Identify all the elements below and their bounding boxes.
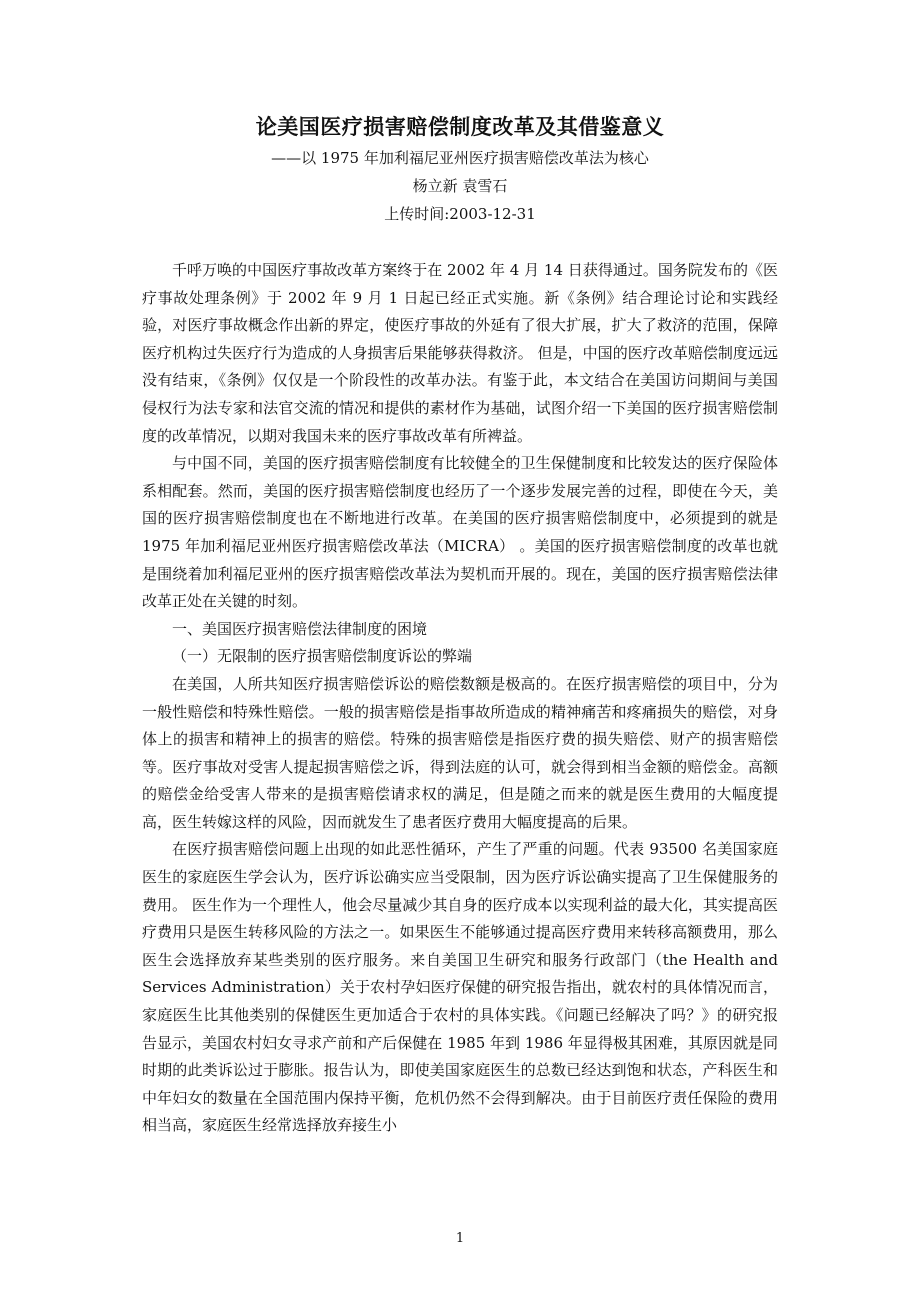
document-authors: 杨立新 袁雪石 [412,177,508,195]
subsection-heading-1: （一）无限制的医疗损害赔偿制度诉讼的弊端 [172,647,473,666]
paragraph-4: 在医疗损害赔偿问题上出现的如此恶性循环，产生了严重的问题。代表 93500 名美国家庭医生的家庭医生学会认为，医疗诉讼确实应当受限制，因为医疗诉讼确实提高了卫生保健服务的费用。 医生作为一个理性人，他会尽量减少其自身的医疗成本以实现利益的最大化，其实提高医疗费用只是医生转移风险的方法之一。如果医生不能够通过提高医疗费用来转移高额费用，那么医生会选择放弃某些类别的医疗服务。来自美国卫生研究和服务行政部门（the Health and Services Administration）关于农村孕妇医疗保健的研究报告指出，就农村的具体情况而言，家庭医生比其他类别的保健医生更加适合于农村的具体实践。《问题已经解决了吗？》的研究报告显示，美国农村妇女寻求产前和产后保健在 1985 年到 1986 年显得极其困难，其原因就是同时期的此类诉讼过于膨胀。报告认为，即使美国家庭医生的总数已经达到饱和状态，产科医生和中年妇女的数量在全国范围内保持平衡，危机仍然不会得到解决。由于目前医疗责任保险的费用相当高，家庭医生经常选择放弃接生小 [142,840,778,1135]
document-subtitle: ——以 1975 年加利福尼亚州医疗损害赔偿改革法为核心 [271,149,649,167]
document-body [142,257,778,1140]
paragraph-3: 在美国，人所共知医疗损害赔偿诉讼的赔偿数额是极高的。在医疗损害赔偿的项目中，分为一般性赔偿和特殊性赔偿。一般的损害赔偿是指事故所造成的精神痛苦和疼痛损失的赔偿，对身体上的损害和精神上的损害的赔偿。特殊的损害赔偿是指医疗费的损失赔偿、财产的损害赔偿等。医疗事故对受害人提起损害赔偿之诉，得到法庭的认可，就会得到相当金额的赔偿金。高额的赔偿金给受害人带来的是损害赔偿请求权的满足，但是随之而来的就是医生费用的大幅度提高，医生转嫁这样的风险，因而就发生了患者医疗费用大幅度提高的后果。 [142,674,778,831]
paragraph-1: 千呼万唤的中国医疗事故改革方案终于在 2002 年 4 月 14 日获得通过。国务院发布的《医疗事故处理条例》于 2002 年 9 月 1 日起已经正式实施。新《条例》结合理论讨论和实践经验，对医疗事故概念作出新的界定，使医疗事故的外延有了很大扩展，扩大了救济的范围，保障医疗机构过失医疗行为造成的人身损害后果能够获得救济。 但是，中国的医疗改革赔偿制度远远没有结束，《条例》仅仅是一个阶段性的改革办法。有鉴于此，本文结合在美国访问期间与美国侵权行为法专家和法官交流的情况和提供的素材作为基础，试图介绍一下美国的医疗损害赔偿制度的改革情况，以期对我国未来的医疗事故改革有所裨益。 [142,261,778,445]
document-title: 论美国医疗损害赔偿制度改革及其借鉴意义 [255,115,665,139]
paragraph-2: 与中国不同，美国的医疗损害赔偿制度有比较健全的卫生保健制度和比较发达的医疗保险体系相配套。然而，美国的医疗损害赔偿制度也经历了一个逐步发展完善的过程，即使在今天，美国的医疗损害赔偿制度也在不断地进行改革。在美国的医疗损害赔偿制度中，必须提到的就是 1975 年加利福尼亚州医疗损害赔偿改革法（MICRA） 。美国的医疗损害赔偿制度的改革也就是围绕着加利福尼亚州的医疗损害赔偿改革法为契机而开展的。现在，美国的医疗损害赔偿法律改革正处在关键的时刻。 [142,454,778,611]
section-heading-1: 一、美国医疗损害赔偿法律制度的困境 [172,619,428,638]
page-number: 1 [455,1231,465,1246]
upload-time: 上传时间:2003-12-31 [384,205,536,223]
